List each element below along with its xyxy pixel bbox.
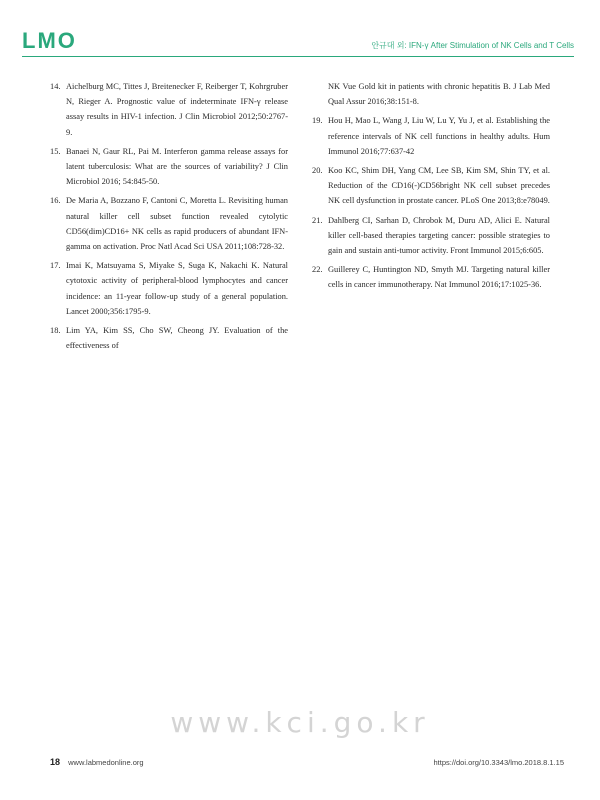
reference-number: 20. [312, 166, 323, 176]
reference-number: 19. [312, 116, 323, 126]
reference-item [312, 113, 550, 159]
reference-text: De Maria A, Bozzano F, Cantoni C, Moretta L. Revisiting human natural killer cell subset function revealed cytolytic CD56(dim)CD16+ NK cells as rapid producers of abundant IFN-gamma on activation. Proc Natl Acad Sci USA 2011;108:728-32. [66, 196, 288, 252]
reference-text: Koo KC, Shim DH, Yang CM, Lee SB, Kim SM, Shin TY, et al. Reduction of the CD16(-)CD56bright NK cell subset precedes NK cell dysfunction in prostate cancer. PLoS One 2013;8:e78049. [328, 166, 550, 206]
reference-text: Dahlberg CI, Sarhan D, Chrobok M, Duru AD, Alici E. Natural killer cell-based therapies targeting cancer: possible strategies to gain and sustain anti-tumor activity. Front Immunol 2015;6:605. [328, 215, 550, 256]
reference-number: 18. [50, 326, 61, 336]
reference-text: Hou H, Mao L, Wang J, Liu W, Lu Y, Yu J, et al. Establishing the reference intervals of NK cell functions in healthy adults. Hum Immunol 2016;77:637-42 [328, 116, 550, 156]
reference-text: Guillerey C, Huntington ND, Smyth MJ. Targeting natural killer cells in cancer immunotherapy. Nat Immunol 2016;17:1025-36. [328, 265, 550, 290]
watermark: www.kci.go.kr [170, 706, 430, 739]
reference-item [50, 323, 288, 353]
reference-number: 22. [312, 265, 323, 275]
reference-item [50, 79, 288, 140]
reference-number: 21. [312, 215, 323, 225]
reference-item [50, 258, 288, 319]
reference-item [312, 262, 550, 292]
header-rule [22, 56, 574, 57]
page-number: 18 [50, 757, 61, 767]
references-left-column [50, 79, 288, 357]
reference-number: 17. [50, 261, 61, 271]
page-footer [50, 757, 564, 767]
references-right-column [312, 79, 550, 297]
running-title: 안규대 외: IFN-γ After Stimulation of NK Cells and T Cells [371, 41, 574, 50]
website-link[interactable]: www.labmedonline.org [68, 758, 144, 767]
reference-text: Imai K, Matsuyama S, Miyake S, Suga K, Nakachi K. Natural cytotoxic activity of peripheral-blood lymphocytes and cancer incidence: an 11-year follow-up study of a general population. Lancet 2000;356:1795-9. [66, 261, 288, 316]
reference-item [312, 163, 550, 209]
reference-text: Lim YA, Kim SS, Cho SW, Cheong JY. Evaluation of the effectiveness of [66, 326, 288, 351]
footer-left [50, 757, 144, 767]
reference-number: 14. [50, 82, 61, 91]
reference-number: 16. [50, 196, 61, 206]
journal-logo: LMO [22, 28, 77, 53]
reference-continuation: NK Vue Gold kit in patients with chronic hepatitis B. J Lab Med Qual Assur 2016;38:151-8. [328, 82, 550, 107]
reference-number: 15. [50, 146, 61, 156]
reference-item [312, 213, 550, 259]
reference-text: Aichelburg MC, Tittes J, Breitenecker F, Reiberger T, Kohrgruber N, Rieger A. Prognostic value of indeterminate IFN-γ release assay results in HIV-1 infection. J Clin Microbiol 2012;50:2767-9. [66, 82, 288, 137]
reference-text: Banaei N, Gaur RL, Pai M. Interferon gamma release assays for latent tuberculosis: What are the sources of variability? J Clin Microbiol 2016; 54:845-50. [66, 146, 288, 187]
reference-item [50, 144, 288, 190]
doi-link[interactable]: https://doi.org/10.3343/lmo.2018.8.1.15 [433, 758, 564, 767]
reference-item [50, 193, 288, 254]
